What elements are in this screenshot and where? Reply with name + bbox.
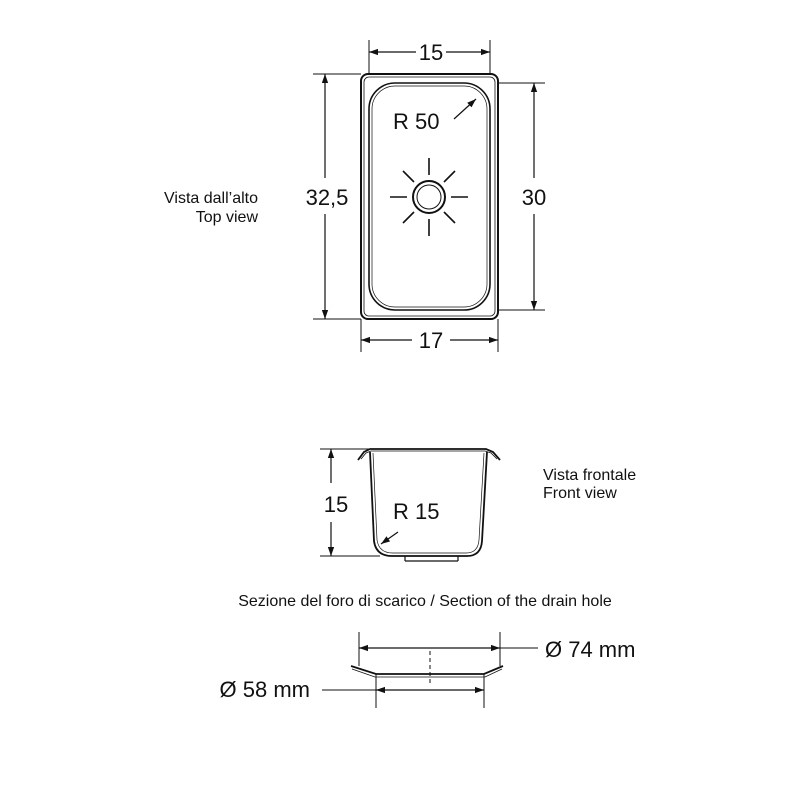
dim-left-height-label: 32,5: [305, 185, 349, 210]
drain-flange: [351, 666, 503, 674]
front-radius-leader: [381, 532, 398, 544]
drain-icon: [390, 158, 468, 236]
dim-right-height-label: 30: [521, 185, 547, 210]
drain-section: [220, 593, 636, 708]
outer-diameter-label: Ø 74 mm: [545, 637, 636, 662]
top-view-caption-en: Top view: [195, 209, 258, 226]
front-rim-inner: [361, 451, 497, 459]
inner-diameter-label: Ø 58 mm: [219, 677, 310, 702]
front-view: [320, 449, 636, 561]
front-view-caption-en: Front view: [543, 485, 617, 502]
corner-radius-label: R 50: [393, 109, 440, 134]
dim-bottom-width-label: 17: [418, 328, 444, 353]
radius-leader: [454, 99, 476, 119]
dim-top-width-label: 15: [418, 40, 444, 65]
front-radius-label: R 15: [393, 499, 440, 524]
front-view-caption-it: Vista frontale: [543, 467, 637, 484]
top-view-caption-it: Vista dall’alto: [164, 190, 258, 207]
front-height-label: 15: [323, 492, 349, 517]
top-view: [164, 40, 546, 353]
drain-section-caption: Sezione del foro di scarico / Section of the drain hole: [238, 593, 612, 610]
